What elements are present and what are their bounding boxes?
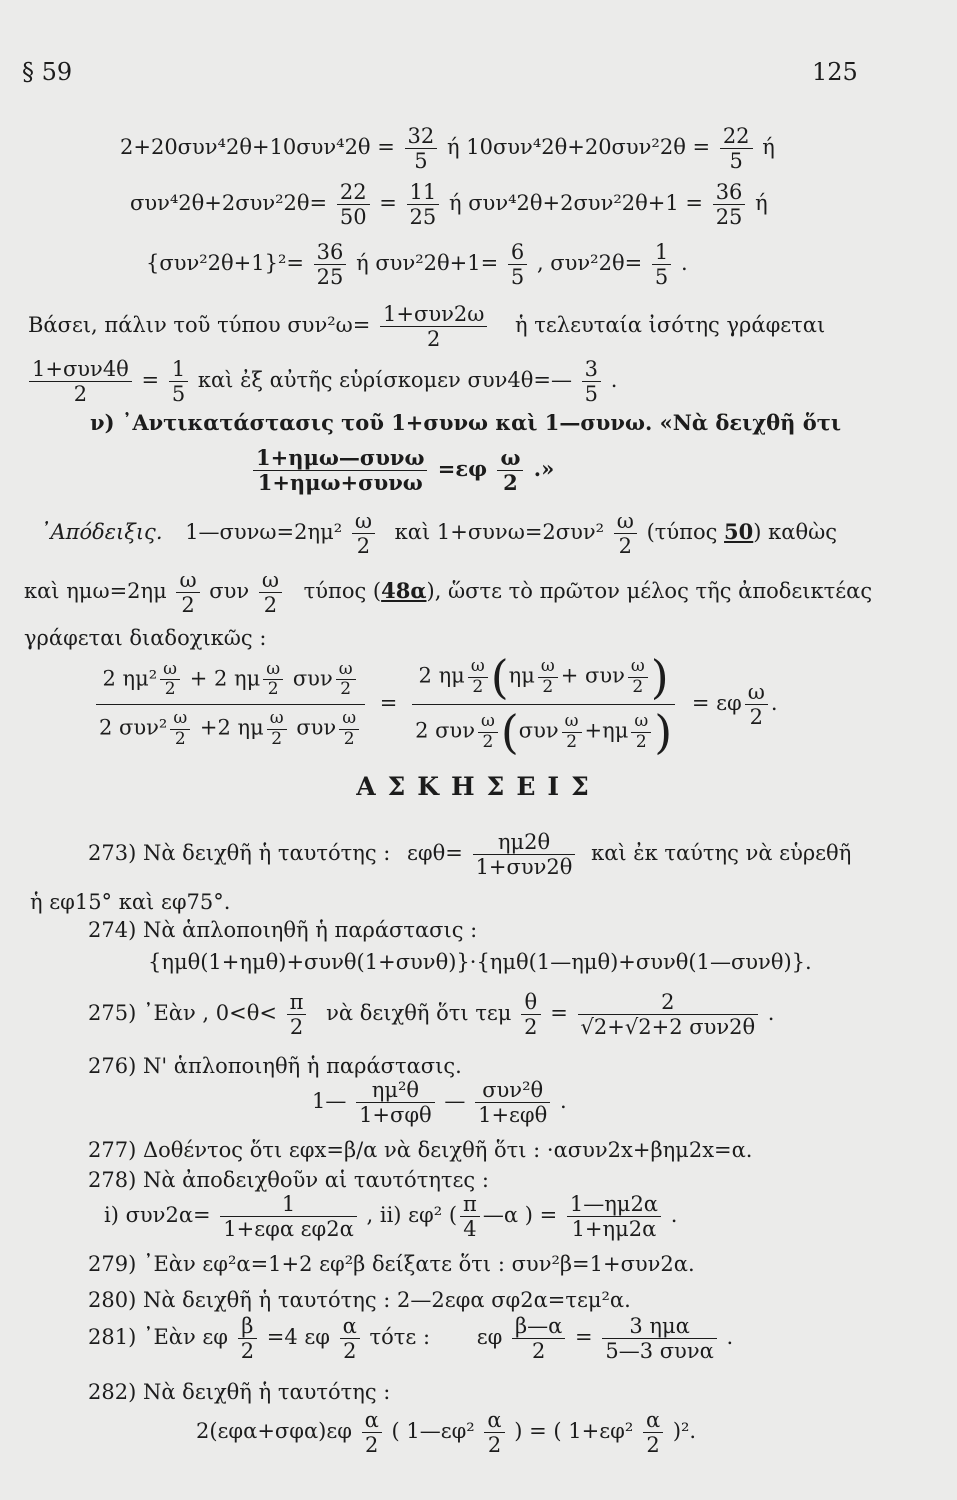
exercise-282-identity: 2(εφα+σφα)εφ $\frac{\alpha}{2}$ ( 1—εφ² $\frac{\alpha}{2}$ ) = ( 1+εφ² $\frac{\alpha}{2}$ )². <box>196 1408 697 1458</box>
fraction: $\frac{36}{25}$ <box>314 240 347 289</box>
fraction-middle: 2 ημ $\frac{\omega}{2}$ (ημ $\frac{\omega}{2}$ + συν $\frac{\omega}{2}$ ) 2 συν $\frac{\omega}{2}$ (συν $\frac{\omega}{2}$ +ημ $\frac{\omega}{2}$ ) <box>412 654 675 755</box>
fraction: 1+συν2ω 2 <box>380 302 487 351</box>
exercise-274-expression: {ημθ(1+ημθ)+συνθ(1+συνθ)}·{ημθ(1—ημθ)+συνθ(1—συνθ)}. <box>148 950 812 974</box>
subsection-heading: ν) ᾿Αντικατάστασις τοῦ 1+συνω καὶ 1—συνω. «Νὰ δειχθῆ ὅτι <box>90 410 841 435</box>
fraction: $\frac{36}{25}$ <box>713 180 746 229</box>
proof-line-2: καὶ ημω=2ημ $\frac{\omega}{2}$ συν $\frac{\omega}{2}$ τύπος (48α), ὥστε τὸ πρῶτον μέλος τῆς ἀποδεικτέας <box>24 568 873 618</box>
exercise-278-identities: i) συν2α= 1 1+εφα εφ2α , ii) εφ² ( $\frac{\pi}{4}$ —α ) = $\frac{1—\eta\mu 2\alpha}{1+\eta\mu 2\alpha}$ . <box>104 1192 678 1242</box>
exercise-279: 279) ᾿Εὰν εφ²α=1+2 εφ²β δείξατε ὅτι : συν²β=1+συν2α. <box>88 1252 695 1276</box>
fraction: $\frac{1}{5}$ <box>652 240 671 289</box>
exercises-heading: ΑΣΚΗΣΕΙΣ <box>356 772 601 801</box>
fraction: $\frac{\beta}{2}$ <box>238 1314 257 1363</box>
fraction: $\frac{11}{25}$ <box>407 180 440 229</box>
fraction: $\frac{\beta—\alpha}{2}$ <box>512 1314 565 1363</box>
equation-line-3: {συν²2θ+1}²= $\frac{36}{25}$ ή συν²2θ+1= $\frac{6}{5}$ , συν²2θ= $\frac{1}{5}$ . <box>146 240 688 290</box>
fraction: 1+ημω—συνω 1+ημω+συνω <box>253 446 427 495</box>
fraction: $\frac{\omega}{2}$ <box>497 446 523 495</box>
fraction: 1 1+εφα εφ2α <box>220 1192 357 1241</box>
fraction: $\frac{\omega}{2}$ <box>259 568 282 617</box>
fraction: $\frac{1}{5}$ <box>169 357 188 406</box>
fraction: $\frac{\theta}{2}$ <box>521 990 540 1039</box>
section-number: § 59 <box>22 58 73 86</box>
identity-statement: 1+ημω—συνω 1+ημω+συνω =εφ $\frac{\omega}{2}$ .» <box>250 446 554 495</box>
fraction: $\frac{22}{5}$ <box>720 124 753 173</box>
fraction: $\frac{\alpha}{2}$ <box>340 1314 360 1363</box>
fraction: 1+συν4θ 2 <box>29 357 132 406</box>
page-number: 125 <box>812 58 858 86</box>
fraction: $\frac{\omega}{2}$ <box>176 568 199 617</box>
fraction: συν²θ 1+εφθ <box>475 1078 550 1127</box>
fraction: ημ2θ 1+συν2θ <box>473 830 576 879</box>
exercise-276-expression: 1— ημ²θ 1+σφθ — συν²θ 1+εφθ . <box>312 1078 567 1128</box>
equation-line-1: 2+20συν⁴2θ+10συν⁴2θ = $\frac{32}{5}$ ή 10συν⁴2θ+20συν²2θ = $\frac{22}{5}$ ή <box>120 124 775 174</box>
fraction: $\frac{3}{5}$ <box>582 357 601 406</box>
fraction-left: 2 ημ² $\frac{\omega}{2}$ + 2 ημ $\frac{\omega}{2}$ συν $\frac{\omega}{2}$ 2 συν² $\frac{\omega}{2}$ +2 ημ $\frac{\omega}{2}$ συν $\frac{\omega}{2}$ <box>96 660 365 749</box>
exercise-282: 282) Νὰ δειχθῆ ἡ ταυτότης : <box>88 1380 391 1404</box>
fraction: $\frac{32}{5}$ <box>405 124 438 173</box>
exercise-273: 273) Νὰ δειχθῆ ἡ ταυτότης : εφθ= ημ2θ 1+συν2θ καὶ ἐκ ταύτης νὰ εὑρεθῆ <box>88 830 852 880</box>
exercise-275: 275) ᾿Εὰν , 0<θ< $\frac{\pi}{2}$ νὰ δειχθῆ ὅτι τεμ $\frac{\theta}{2}$ = 2 √2+√2+2 συν2θ . <box>88 990 775 1040</box>
exercise-278: 278) Νὰ ἀποδειχθοῦν αἱ ταυτότητες : <box>88 1168 489 1192</box>
proof-line: ᾿Απόδειξις. 1—συνω=2ημ² $\frac{\omega}{2}$ καὶ 1+συνω=2συν² $\frac{\omega}{2}$ (τύπος 50) καθὼς <box>40 509 837 559</box>
fraction: $\frac{\omega}{2}$ <box>614 509 637 558</box>
fraction: $\frac{1—\eta\mu 2\alpha}{1+\eta\mu 2\alpha}$ <box>567 1192 661 1241</box>
fraction: ημ²θ 1+σφθ <box>356 1078 435 1127</box>
fraction: 3 ημα 5—3 συνα <box>602 1314 716 1363</box>
exercise-276: 276) Ν' ἁπλοποιηθῆ ἡ παράστασις. <box>88 1054 462 1078</box>
fraction: $\frac{\alpha}{2}$ <box>484 1408 504 1457</box>
fraction: $\frac{\pi}{2}$ <box>287 990 307 1039</box>
fraction: $\frac{22}{50}$ <box>337 180 370 229</box>
text-line-10: γράφεται διαδοχικῶς : <box>24 626 267 650</box>
fraction: $\frac{\alpha}{2}$ <box>643 1408 663 1457</box>
exercise-277: 277) Δοθέντος ὅτι εφx=β/α νὰ δειχθῆ ὅτι : ·ασυν2x+βημ2x=α. <box>88 1138 753 1162</box>
text-line-5: 1+συν4θ 2 = $\frac{1}{5}$ καὶ ἐξ αὐτῆς εὑρίσκομεν συν4θ=— $\frac{3}{5}$ . <box>26 357 617 406</box>
compound-fraction-equation: 2 ημ² $\frac{\omega}{2}$ + 2 ημ $\frac{\omega}{2}$ συν $\frac{\omega}{2}$ 2 συν² $\frac{\omega}{2}$ +2 ημ $\frac{\omega}{2}$ συν $\frac{\omega}{2}$ = 2 ημ $\frac{\omega}{2}$ (ημ $\frac{\omega}{2}$ + συν $\frac{\omega}{2}$ ) 2 συν $\frac{\omega}{2}$ (συν $\frac{\omega}{2}$ +ημ $\frac{\omega}{2}$ ) = εφ $\frac{\omega}{2}$ . <box>96 654 778 766</box>
fraction: $\frac{\alpha}{2}$ <box>362 1408 382 1457</box>
exercise-273-cont: ἡ εφ15° καὶ εφ75°. <box>30 890 231 914</box>
exercise-280: 280) Νὰ δειχθῆ ἡ ταυτότης : 2—2εφα σφ2α=τεμ²α. <box>88 1288 631 1312</box>
fraction: $\frac{\omega}{2}$ <box>352 509 375 558</box>
exercise-281: 281) ᾿Εὰν εφ $\frac{\beta}{2}$ =4 εφ $\frac{\alpha}{2}$ τότε : εφ $\frac{\beta—\alpha}{2}$ = 3 ημα 5—3 συνα . <box>88 1314 734 1364</box>
equation-line-2: συν⁴2θ+2συν²2θ= $\frac{22}{50}$ = $\frac{11}{25}$ ή συν⁴2θ+2συν²2θ+1 = $\frac{36}{25}$ ή <box>130 180 768 230</box>
fraction: 2 √2+√2+2 συν2θ <box>578 990 759 1039</box>
fraction: $\frac{\pi}{4}$ <box>460 1192 480 1241</box>
fraction: $\frac{6}{5}$ <box>508 240 527 289</box>
text-line-4: Βάσει, πάλιν τοῦ τύπου συν²ω= 1+συν2ω 2 ἡ τελευταία ἰσότης γράφεται <box>28 302 826 352</box>
exercise-274: 274) Νὰ ἁπλοποιηθῆ ἡ παράστασις : <box>88 918 478 942</box>
